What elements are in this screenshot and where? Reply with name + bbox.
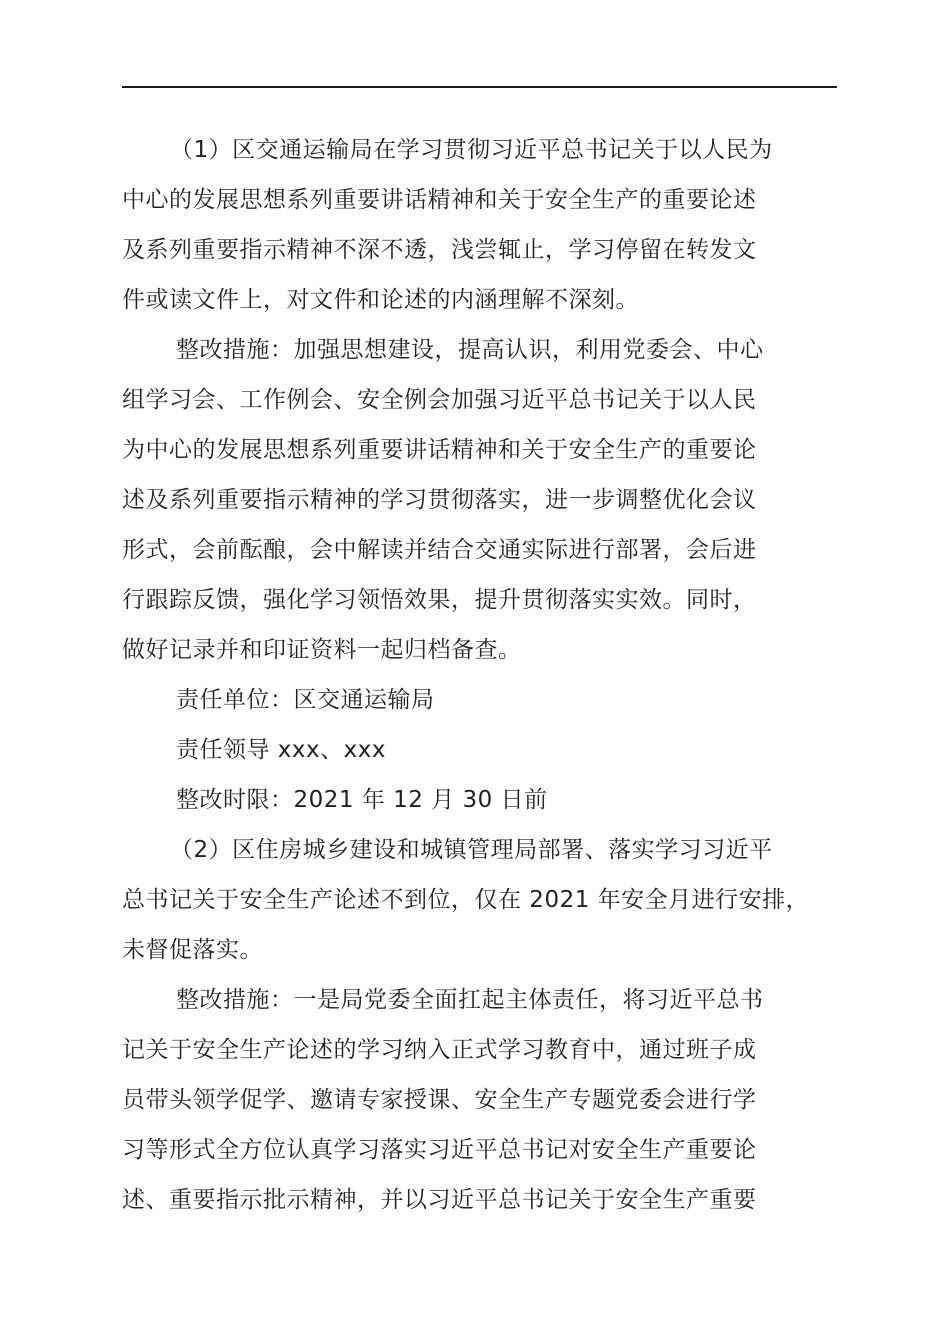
measures-1-line-3: 为中心的发展思想系列重要讲话精神和关于安全生产的重要论 [122, 437, 757, 463]
paragraph-2-line-2: 总书记关于安全生产论述不到位，仅在 2021 年安全月进行安排， [122, 887, 810, 913]
measures-2-line-2: 记关于安全生产论述的学习纳入正式学习教育中，通过班子成 [122, 1037, 757, 1063]
measures-1-line-6: 行跟踪反馈，强化学习领悟效果，提升贯彻落实实效。同时， [122, 587, 757, 613]
measures-1-line-2: 组学习会、工作例会、安全例会加强习近平总书记关于以人民 [122, 387, 757, 413]
paragraph-2-line-3: 未督促落实。 [122, 937, 263, 963]
measures-1-line-5: 形式，会前酝酿，会中解读并结合交通实际进行部署，会后进 [122, 537, 757, 563]
header-rule [122, 86, 837, 88]
measures-1-line-1: 整改措施：加强思想建设，提高认识，利用党委会、中心 [176, 337, 764, 363]
measures-2-line-4: 习等形式全方位认真学习落实习近平总书记对安全生产重要论 [122, 1137, 757, 1163]
measures-2-line-5: 述、重要指示批示精神，并以习近平总书记关于安全生产重要 [122, 1187, 757, 1213]
measures-2-line-1: 整改措施：一是局党委全面扛起主体责任，将习近平总书 [176, 987, 764, 1013]
paragraph-1-line-2: 中心的发展思想系列重要讲话精神和关于安全生产的重要论述 [122, 187, 757, 213]
responsible-leader-1: 责任领导 xxx、xxx [176, 737, 386, 763]
paragraph-1-line-1: （1）区交通运输局在学习贯彻习近平总书记关于以人民为 [170, 137, 773, 163]
responsible-unit-1: 责任单位：区交通运输局 [176, 687, 435, 713]
paragraph-2-line-1: （2）区住房城乡建设和城镇管理局部署、落实学习习近平 [170, 837, 773, 863]
paragraph-1-line-4: 件或读文件上，对文件和论述的内涵理解不深刻。 [122, 287, 639, 313]
measures-2-line-3: 员带头领学促学、邀请专家授课、安全生产专题党委会进行学 [122, 1087, 757, 1113]
measures-1-line-7: 做好记录并和印证资料一起归档备查。 [122, 637, 522, 663]
paragraph-1-line-3: 及系列重要指示精神不深不透，浅尝辄止，学习停留在转发文 [122, 237, 757, 263]
measures-1-line-4: 述及系列重要指示精神的学习贯彻落实，进一步调整优化会议 [122, 487, 757, 513]
deadline-1: 整改时限：2021 年 12 月 30 日前 [176, 787, 548, 813]
